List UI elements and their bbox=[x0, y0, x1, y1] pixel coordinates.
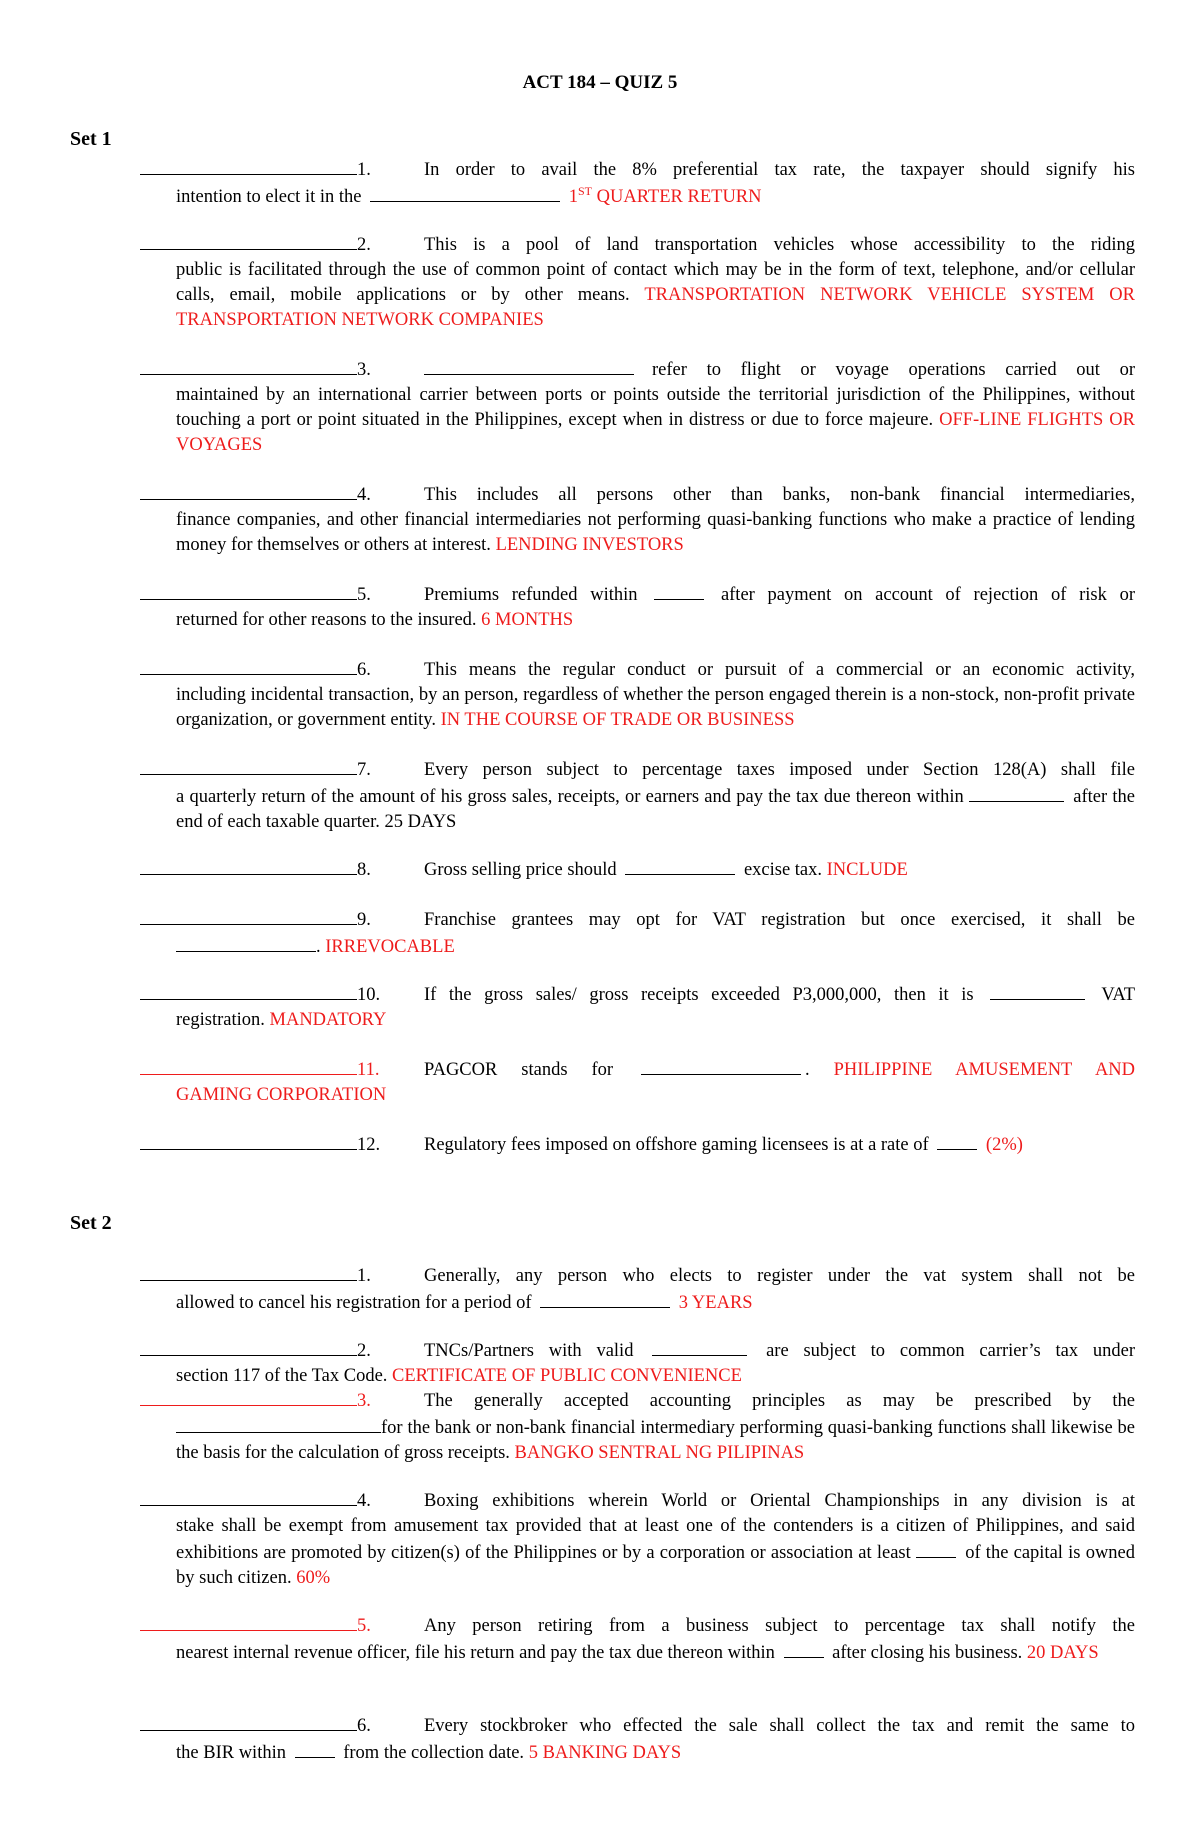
question-text: a quarterly return of the amount of his gross sales, receipts, or earners and pay the tax due thereon within bbox=[176, 787, 964, 807]
answer-text: 6 MONTHS bbox=[481, 610, 574, 630]
question-text: TNCs/Partners with valid are subject to common carrier’s tax under bbox=[424, 1337, 1135, 1364]
question-number: 6. bbox=[357, 660, 371, 680]
question-text: This includes all persons other than banks, non-bank financial intermediaries, bbox=[424, 485, 1135, 505]
question-text: . bbox=[316, 937, 321, 957]
answer-blank bbox=[140, 1487, 357, 1506]
inline-blank bbox=[295, 1739, 335, 1758]
answer-blank bbox=[140, 581, 357, 600]
question-text: and/or cellular calls, email, mobile applications or by other means. bbox=[176, 260, 1135, 305]
answer-text: 20 DAYS bbox=[1026, 1643, 1099, 1663]
question-text: Any person retiring from a business subject to percentage tax shall notify the bbox=[424, 1616, 1135, 1636]
set2-question-4 bbox=[140, 1487, 1135, 1591]
answer-blank bbox=[140, 1337, 357, 1356]
question-text: shall likewise be the basis for the calculation of gross receipts. bbox=[176, 1418, 1136, 1463]
set1-question-12 bbox=[140, 1131, 1135, 1158]
question-text: registration. bbox=[176, 1010, 265, 1030]
question-number: 11. bbox=[357, 1060, 380, 1080]
answer-text: INCLUDE bbox=[826, 860, 908, 880]
question-text: intention to elect it in the bbox=[176, 187, 362, 207]
inline-blank bbox=[540, 1289, 670, 1308]
answer-text: LENDING INVESTORS bbox=[495, 535, 684, 555]
question-number: 5. bbox=[357, 1616, 371, 1636]
answer-text: 60% bbox=[296, 1568, 331, 1588]
set2-question-5 bbox=[140, 1612, 1135, 1666]
question-text: Boxing exhibitions wherein World or Oriental Championships in any division is at bbox=[424, 1491, 1135, 1511]
question-number: 6. bbox=[357, 1716, 371, 1736]
answer-text: CERTIFICATE OF PUBLIC CONVENIENCE bbox=[392, 1366, 742, 1386]
set1-question-5 bbox=[140, 581, 1135, 633]
set1-question-10 bbox=[140, 981, 1135, 1033]
answer-blank bbox=[140, 981, 357, 1000]
inline-blank bbox=[424, 356, 634, 375]
answer-text: GAMING CORPORATION bbox=[176, 1085, 387, 1105]
question-text: Franchise grantees may opt for VAT registration but once exercised, it shall be bbox=[424, 910, 1135, 930]
set1-question-1 bbox=[140, 156, 1135, 210]
question-text: Generally, any person who elects to register under the vat system shall not be bbox=[424, 1266, 1135, 1286]
question-text: public is facilitated through the use of common point of contact which may be in the form of text, telephone, bbox=[176, 260, 1019, 280]
set-2-heading: Set 2 bbox=[70, 1212, 112, 1234]
answer-blank bbox=[140, 231, 357, 250]
set2-question-3 bbox=[140, 1387, 1135, 1466]
question-number: 2. bbox=[357, 235, 371, 255]
answer-text: PHILIPPINE AMUSEMENT AND bbox=[833, 1060, 1136, 1080]
set1-question-4 bbox=[140, 481, 1135, 558]
question-text: returned for other reasons to the insured. bbox=[176, 610, 477, 630]
answer-text: IN THE COURSE OF TRADE OR BUSINESS bbox=[440, 710, 795, 730]
question-text: PAGCOR stands for . PHILIPPINE AMUSEMENT AND bbox=[424, 1056, 1135, 1083]
inline-blank bbox=[370, 183, 560, 202]
question-number: 5. bbox=[357, 585, 371, 605]
answer-text: 3 YEARS bbox=[678, 1293, 753, 1313]
question-number: 8. bbox=[357, 860, 371, 880]
question-text: Every stockbroker who effected the sale shall collect the tax and remit the same to bbox=[424, 1716, 1135, 1736]
question-number: 3. bbox=[357, 1391, 371, 1411]
question-text: stake shall be exempt from amusement tax provided that at least one of the contenders is a citizen of Philippines, and said exhibitions are promoted by citizen(s) of the Philippines or by a corporation or association at least bbox=[176, 1516, 1135, 1563]
answer-blank bbox=[140, 656, 357, 675]
answer-blank bbox=[140, 1262, 357, 1281]
question-text: nearest internal revenue officer, file his return and pay the tax due thereon within bbox=[176, 1643, 775, 1663]
set1-question-7 bbox=[140, 756, 1135, 835]
answer-blank bbox=[140, 1712, 357, 1731]
set1-question-3 bbox=[140, 356, 1135, 458]
question-number: 4. bbox=[357, 1491, 371, 1511]
question-number: 1. bbox=[357, 160, 371, 180]
inline-blank bbox=[176, 933, 316, 952]
set2-question-2 bbox=[140, 1337, 1135, 1389]
answer-text: IRREVOCABLE bbox=[325, 937, 455, 957]
question-number: 12. bbox=[357, 1135, 381, 1155]
question-number: 1. bbox=[357, 1266, 371, 1286]
question-text: after closing his business. bbox=[832, 1643, 1023, 1663]
question-text: the BIR within bbox=[176, 1743, 286, 1763]
question-text: allowed to cancel his registration for a period of bbox=[176, 1293, 532, 1313]
question-text: This is a pool of land transportation vehicles whose accessibility to the riding bbox=[424, 235, 1135, 255]
question-number: 3. bbox=[357, 360, 371, 380]
set2-question-6 bbox=[140, 1712, 1135, 1766]
set1-question-9 bbox=[140, 906, 1135, 960]
question-number: 2. bbox=[357, 1341, 371, 1361]
question-text: for the bank or non-bank financial intermediary performing quasi-banking functions bbox=[381, 1418, 1007, 1438]
inline-blank bbox=[916, 1539, 956, 1558]
question-number: 7. bbox=[357, 760, 371, 780]
answer-blank bbox=[140, 906, 357, 925]
question-text: finance companies, and other financial intermediaries not performing quasi-banking functions who make a practice of lending money for themselves or others at interest. bbox=[176, 510, 1135, 555]
answer-blank bbox=[140, 1131, 357, 1150]
question-text: after the end of each taxable quarter. bbox=[176, 787, 1135, 832]
question-text: In order to avail the 8% preferential tax rate, the taxpayer should signify his bbox=[424, 160, 1135, 180]
answer-blank bbox=[140, 156, 357, 175]
set1-question-6 bbox=[140, 656, 1135, 733]
inline-blank bbox=[969, 783, 1064, 802]
inline-blank bbox=[176, 1414, 381, 1433]
question-text: section 117 of the Tax Code. bbox=[176, 1366, 388, 1386]
question-text: The generally accepted accounting principles as may be prescribed by the bbox=[424, 1391, 1135, 1411]
answer-blank bbox=[140, 481, 357, 500]
set1-question-11 bbox=[140, 1056, 1135, 1108]
set-1-heading: Set 1 bbox=[70, 128, 112, 150]
answer-blank bbox=[140, 1387, 357, 1406]
question-text: Regulatory fees imposed on offshore gaming licensees is at a rate of (2%) bbox=[424, 1131, 1023, 1158]
inline-blank bbox=[784, 1639, 824, 1658]
question-text: of the capital is owned by such citizen. bbox=[176, 1543, 1136, 1588]
question-text: Premiums refunded within after payment on account of rejection of risk or bbox=[424, 581, 1135, 608]
answer-blank bbox=[140, 1056, 357, 1075]
set1-question-2 bbox=[140, 231, 1135, 333]
question-text: refer to flight or voyage operations carried out or bbox=[652, 360, 1135, 380]
question-text: maintained by an international carrier between ports or points outside the territorial jurisdiction of the Philippines, without touching a port or point situated in the Philippines, except when in distress or due to force majeure. bbox=[176, 385, 1135, 430]
document-title: ACT 184 – QUIZ 5 bbox=[522, 72, 678, 93]
answer-text: OFF-LINE FLIGHTS OR VOYAGES bbox=[176, 410, 1136, 455]
answer-blank bbox=[140, 756, 357, 775]
answer-text: 5 BANKING DAYS bbox=[528, 1743, 682, 1763]
answer-text: (2%) bbox=[985, 1135, 1023, 1155]
answer-text: 1ST QUARTER RETURN bbox=[568, 183, 762, 207]
question-number: 10. bbox=[357, 985, 381, 1005]
answer-blank bbox=[140, 856, 357, 875]
question-text: from the collection date. bbox=[343, 1743, 525, 1763]
question-text: Every person subject to percentage taxes imposed under Section 128(A) shall file bbox=[424, 760, 1135, 780]
question-text: Gross selling price should excise tax. INCLUDE bbox=[424, 856, 908, 883]
answer-text: TRANSPORTATION NETWORK VEHICLE SYSTEM OR TRANSPORTATION NETWORK COMPANIES bbox=[176, 285, 1136, 330]
answer-blank bbox=[140, 356, 357, 375]
set2-question-1 bbox=[140, 1262, 1135, 1316]
answer-blank bbox=[140, 1612, 357, 1631]
question-number: 9. bbox=[357, 910, 371, 930]
question-number: 4. bbox=[357, 485, 371, 505]
question-text: This means the regular conduct or pursuit of a commercial or an economic activity, bbox=[424, 660, 1135, 680]
set1-question-8 bbox=[140, 856, 1135, 883]
answer-text: MANDATORY bbox=[269, 1010, 387, 1030]
question-text: including incidental transaction, by an person, regardless of whether the person engaged therein is a non-stock, non-profit private organization, or government entity. bbox=[176, 685, 1135, 730]
question-text: If the gross sales/ gross receipts exceeded P3,000,000, then it is VAT bbox=[424, 981, 1135, 1008]
answer-text: 25 DAYS bbox=[384, 812, 457, 832]
answer-text: BANGKO SENTRAL NG PILIPINAS bbox=[514, 1443, 805, 1463]
